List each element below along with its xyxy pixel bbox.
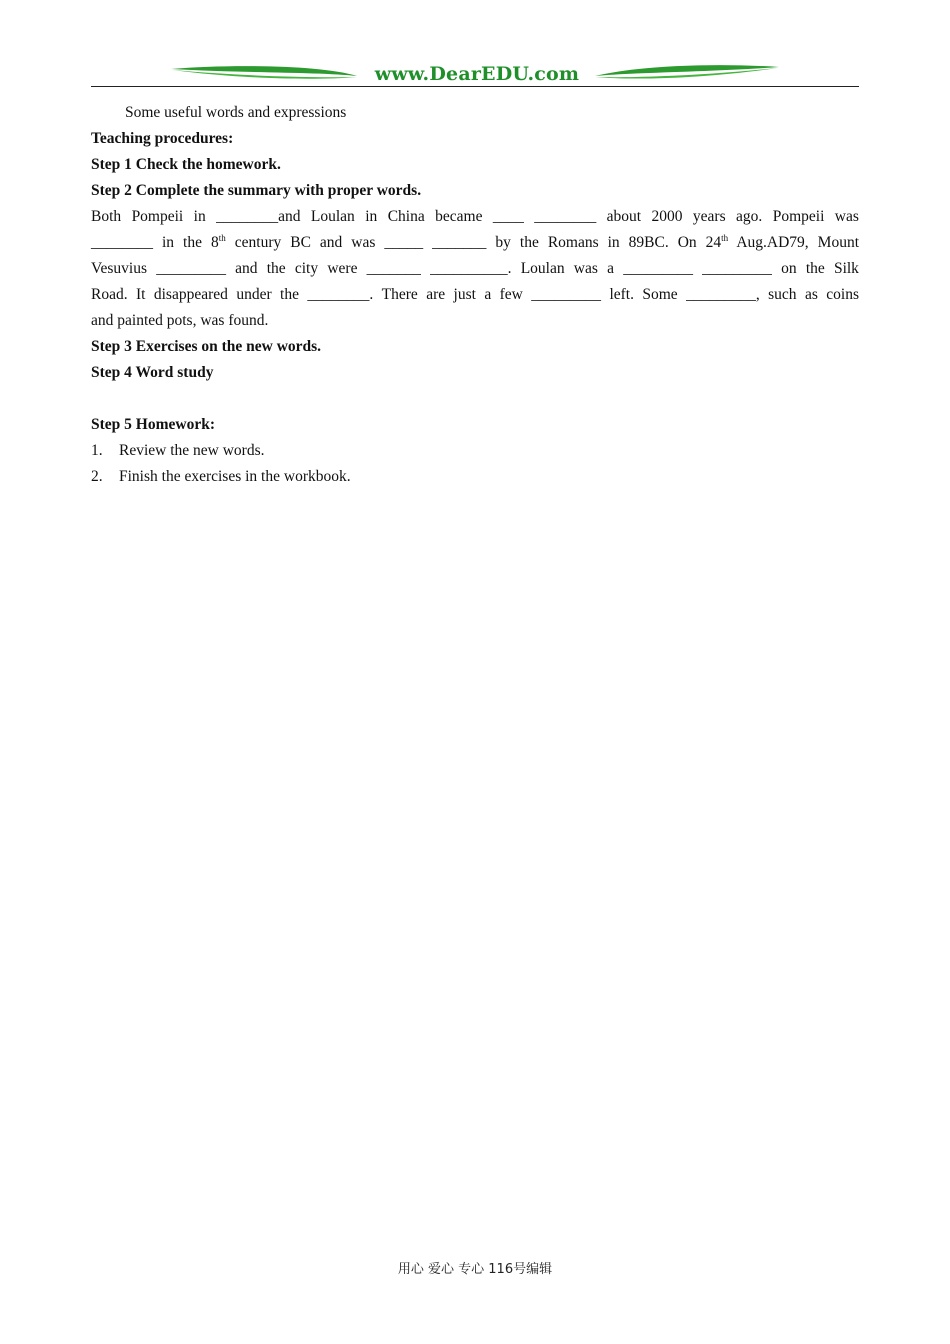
- summary-word: just: [453, 286, 476, 303]
- step-1-heading: Step 1 Check the homework.: [91, 156, 281, 173]
- summary-word: _______: [366, 260, 421, 277]
- step-4-heading: Step 4 Word study: [91, 364, 214, 381]
- summary-word: ago.: [736, 208, 763, 225]
- summary-word: ____: [492, 208, 524, 225]
- summary-word: _________: [156, 260, 226, 277]
- homework-item: [91, 464, 859, 490]
- summary-word: the: [266, 260, 286, 277]
- list-number: 1.: [91, 442, 103, 459]
- summary-word: city: [294, 260, 319, 277]
- summary-word: Vesuvius: [91, 260, 147, 277]
- summary-word: There: [381, 286, 418, 303]
- summary-line-2: ________ in the 8th century BC and was _____ _______ by the Romans in 89BC. On 24th Aug.AD79, Mount: [91, 233, 859, 251]
- summary-line-4: [91, 282, 859, 308]
- summary-paragraph: [91, 204, 859, 334]
- summary-word: the: [280, 286, 299, 303]
- summary-word: such: [768, 286, 797, 303]
- summary-word: China: [387, 208, 425, 225]
- summary-word: __________.: [430, 260, 512, 277]
- list-text: Review the new words.: [119, 442, 265, 459]
- summary-word: _________: [531, 286, 602, 303]
- summary-word: few: [499, 286, 523, 303]
- summary-word: Pompeii: [131, 208, 184, 225]
- logo-text: www.DearEDU.com: [374, 63, 580, 85]
- document-body: [91, 100, 859, 490]
- summary-word: ________and: [216, 208, 301, 225]
- summary-word: _________: [623, 260, 693, 277]
- blank-line: [91, 386, 859, 412]
- summary-word: It: [136, 286, 146, 303]
- summary-word: on: [781, 260, 797, 277]
- summary-word: ________.: [307, 286, 374, 303]
- page-header: [91, 62, 859, 90]
- summary-word: a: [607, 260, 614, 277]
- site-logo: [171, 62, 779, 88]
- summary-word: _________,: [686, 286, 760, 303]
- homework-item: [91, 438, 859, 464]
- summary-word: in: [193, 208, 206, 225]
- summary-word: was: [573, 260, 598, 277]
- summary-line-1: [91, 204, 859, 230]
- summary-word: became: [435, 208, 483, 225]
- summary-word: 2000: [651, 208, 683, 225]
- summary-word: Loulan: [310, 208, 355, 225]
- step-3-heading: Step 3 Exercises on the new words.: [91, 338, 322, 355]
- procedures-heading: Teaching procedures:: [91, 130, 234, 147]
- summary-word: were: [327, 260, 358, 277]
- summary-line-3: [91, 256, 859, 282]
- summary-word: was: [834, 208, 859, 225]
- summary-word: are: [426, 286, 446, 303]
- summary-line-5: and painted pots, was found.: [91, 312, 269, 329]
- list-number: 2.: [91, 468, 103, 485]
- intro-text: Some useful words and expressions: [125, 104, 347, 121]
- summary-word: Pompeii: [772, 208, 825, 225]
- summary-word: a: [484, 286, 492, 303]
- summary-word: years: [692, 208, 726, 225]
- summary-word: Silk: [833, 260, 859, 277]
- summary-word: ________: [534, 208, 597, 225]
- summary-word: and: [235, 260, 258, 277]
- page-footer: 用心 爱心 专心 116号编辑: [397, 1262, 553, 1277]
- summary-word: Road.: [91, 286, 128, 303]
- summary-word: under: [236, 286, 272, 303]
- step-5-heading: Step 5 Homework:: [91, 416, 215, 433]
- summary-word: about: [606, 208, 642, 225]
- summary-word: Some: [642, 286, 678, 303]
- summary-word: disappeared: [153, 286, 228, 303]
- summary-word: Loulan: [520, 260, 565, 277]
- summary-word: as: [804, 286, 818, 303]
- summary-word: _________: [702, 260, 772, 277]
- summary-word: Both: [91, 208, 122, 225]
- step-2-heading: Step 2 Complete the summary with proper words.: [91, 182, 422, 199]
- summary-word: the: [805, 260, 825, 277]
- header-divider: [91, 86, 859, 87]
- summary-word: coins: [826, 286, 859, 303]
- list-text: Finish the exercises in the workbook.: [119, 468, 351, 485]
- summary-word: left.: [609, 286, 634, 303]
- summary-word: in: [365, 208, 378, 225]
